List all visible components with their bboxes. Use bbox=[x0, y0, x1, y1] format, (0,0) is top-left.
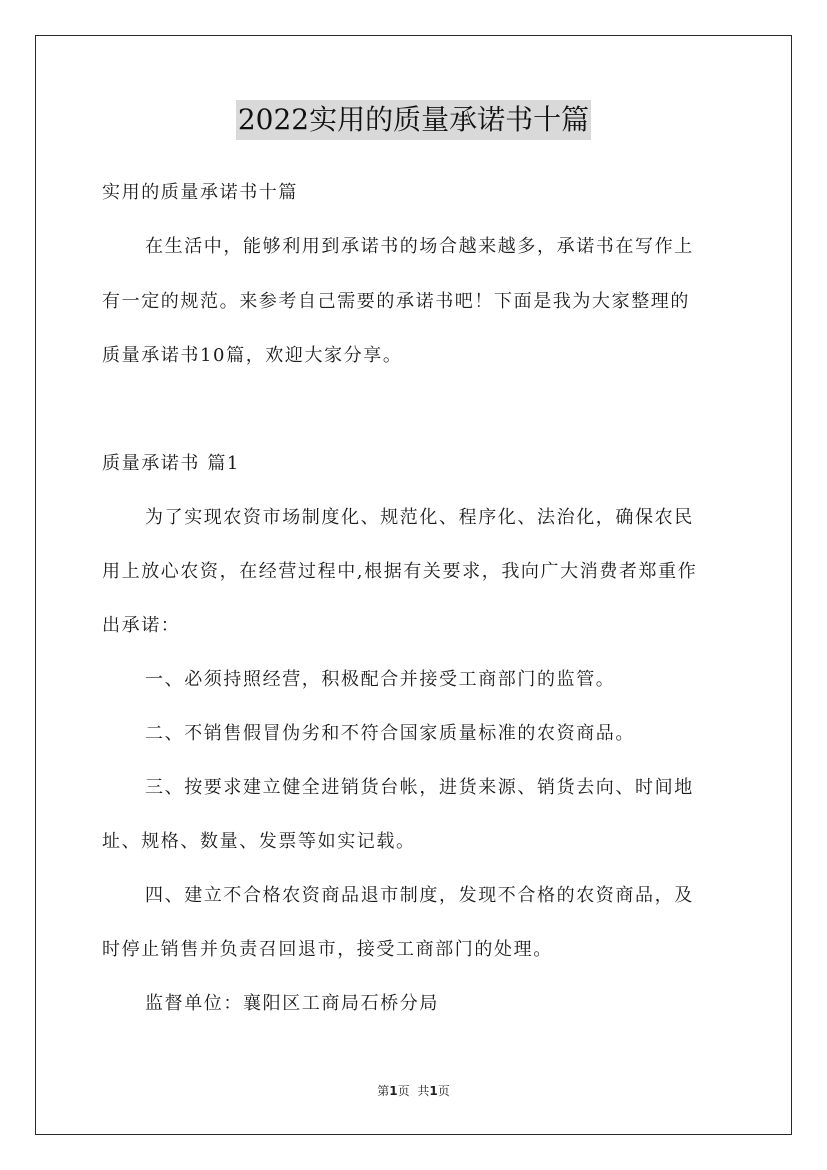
section-heading: 质量承诺书 篇1 bbox=[102, 453, 240, 474]
page-label-prefix: 第 bbox=[377, 1084, 390, 1098]
item-line-5: 四、建立不合格农资商品退市制度，发现不合格的农资商品，及 bbox=[145, 885, 694, 906]
page-footer bbox=[0, 1083, 827, 1099]
total-label-suffix: 页 bbox=[437, 1084, 450, 1098]
section-line-1: 为了实现农资市场制度化、规范化、程序化、法治化，确保农民 bbox=[145, 507, 694, 528]
item-line-4: 址、规格、数量、发票等如实记载。 bbox=[102, 831, 416, 852]
section-line-3: 出承诺： bbox=[102, 615, 181, 636]
page-label-suffix: 页 bbox=[397, 1084, 410, 1098]
intro-line-3: 质量承诺书10篇，欢迎大家分享。 bbox=[102, 345, 403, 366]
total-label-prefix: 共 bbox=[417, 1084, 430, 1098]
document-subtitle: 实用的质量承诺书十篇 bbox=[102, 182, 298, 203]
page-number: 1 bbox=[389, 1084, 398, 1098]
item-line-6: 时停止销售并负责召回退市，接受工商部门的处理。 bbox=[102, 939, 553, 960]
item-line-1: 一、必须持照经营，积极配合并接受工商部门的监管。 bbox=[145, 669, 616, 690]
document-title: 2022实用的质量承诺书十篇 bbox=[236, 100, 591, 140]
total-pages: 1 bbox=[429, 1084, 438, 1098]
title-wrap bbox=[0, 100, 827, 140]
intro-line-2: 有一定的规范。来参考自己需要的承诺书吧！下面是我为大家整理的 bbox=[102, 291, 690, 312]
item-line-2: 二、不销售假冒伪劣和不符合国家质量标准的农资商品。 bbox=[145, 723, 635, 744]
item-line-3: 三、按要求建立健全进销货台帐，进货来源、销货去向、时间地 bbox=[145, 777, 694, 798]
intro-line-1: 在生活中，能够利用到承诺书的场合越来越多，承诺书在写作上 bbox=[145, 236, 694, 257]
section-line-2: 用上放心农资，在经营过程中,根据有关要求，我向广大消费者郑重作 bbox=[102, 561, 698, 582]
item-line-7: 监督单位：襄阳区工商局石桥分局 bbox=[145, 993, 439, 1014]
